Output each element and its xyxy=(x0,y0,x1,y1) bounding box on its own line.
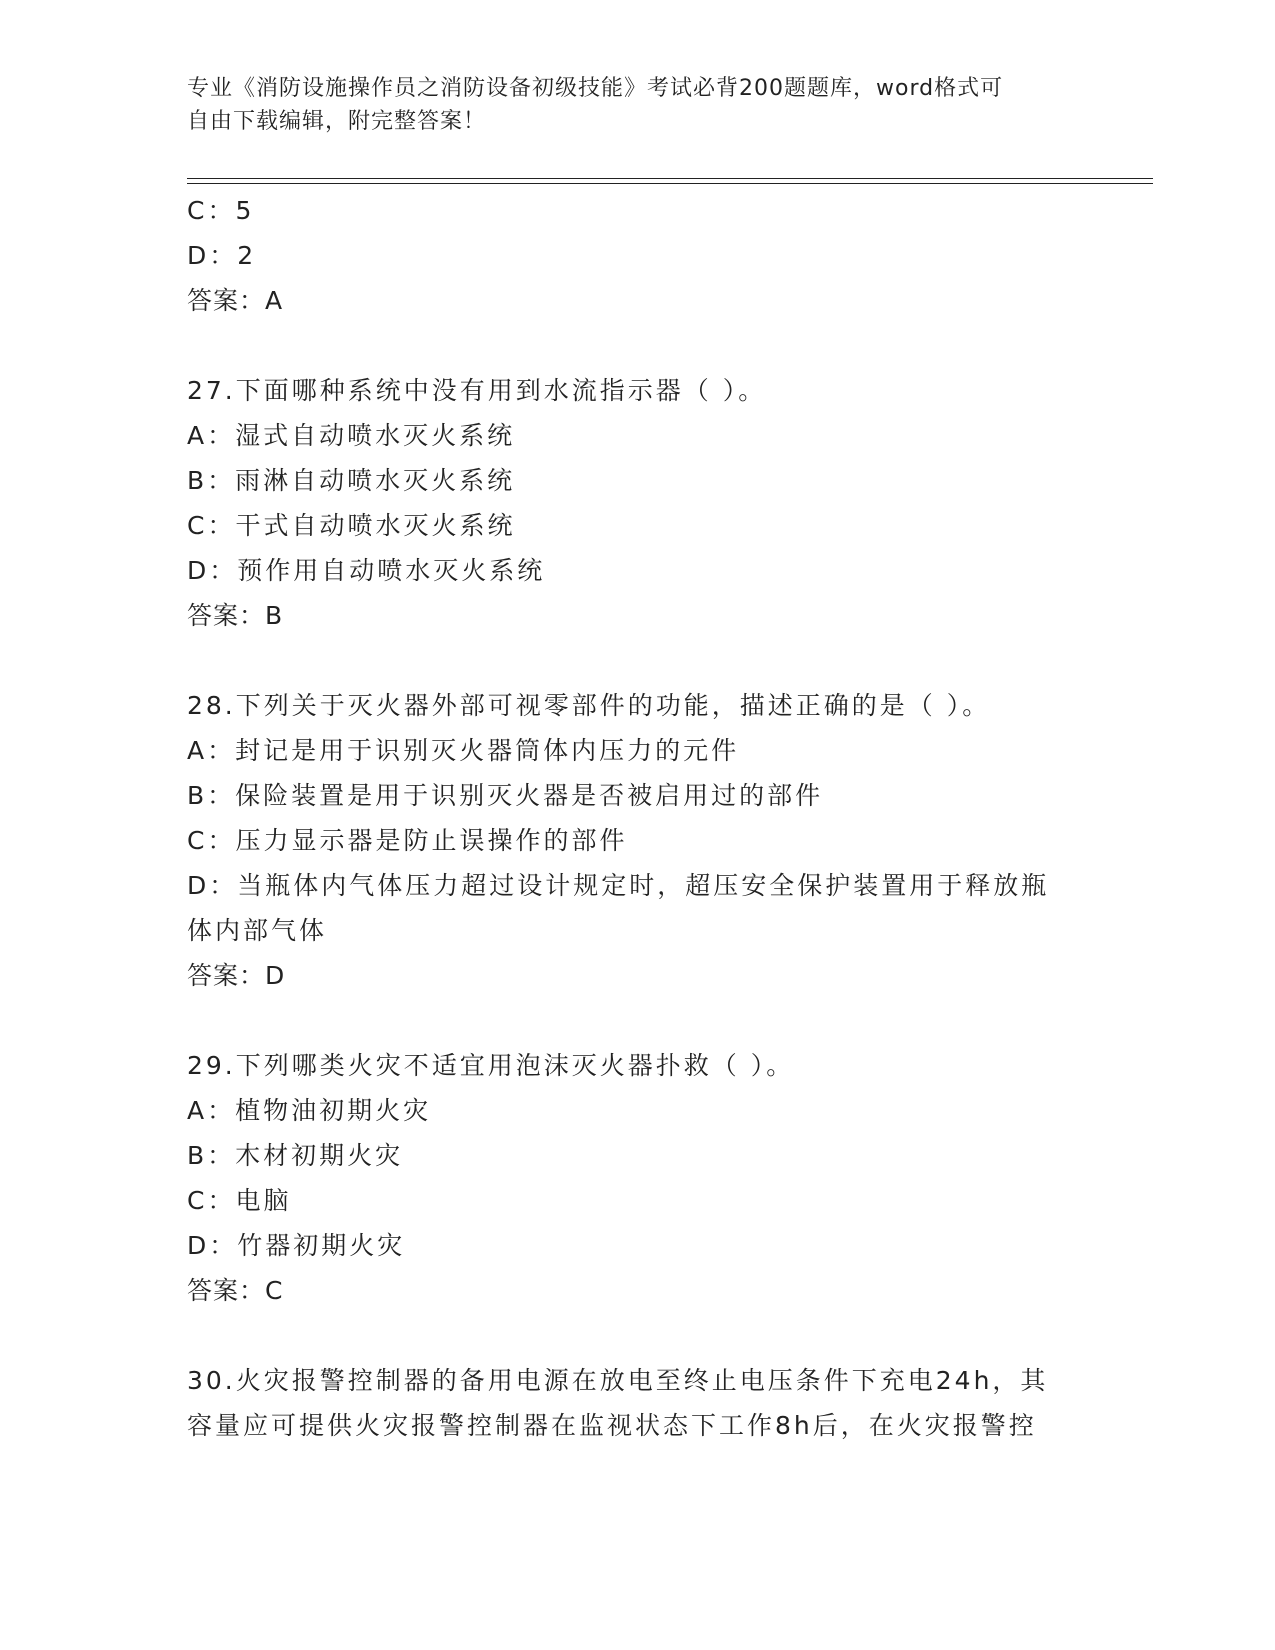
question-title: 27.下面哪种系统中没有用到水流指示器（ ）。 xyxy=(187,376,767,405)
question-26-continued xyxy=(187,188,1087,323)
answer: 答案：D xyxy=(187,961,286,990)
option-d: D：竹器初期火灾 xyxy=(187,1231,406,1260)
question-title: 28.下列关于灭火器外部可视零部件的功能，描述正确的是（ ）。 xyxy=(187,691,991,720)
option-b: B：木材初期火灾 xyxy=(187,1141,404,1170)
option-c: C：5 xyxy=(187,196,255,225)
answer: 答案：B xyxy=(187,601,284,630)
header-line-1: 专业《消防设施操作员之消防设备初级技能》考试必背200题题库，word格式可 xyxy=(187,76,1004,101)
option-b: B：保险装置是用于识别灭火器是否被启用过的部件 xyxy=(187,781,824,810)
answer: 答案：A xyxy=(187,286,284,315)
header-rule-top xyxy=(187,178,1153,179)
question-29 xyxy=(187,1043,1087,1313)
option-d-continued: 体内部气体 xyxy=(187,916,328,945)
answer: 答案：C xyxy=(187,1276,284,1305)
option-d: D：预作用自动喷水灭火系统 xyxy=(187,556,546,585)
option-c: C：压力显示器是防止误操作的部件 xyxy=(187,826,628,855)
document-header xyxy=(187,72,1087,138)
option-a: A：封记是用于识别灭火器筒体内压力的元件 xyxy=(187,736,740,765)
question-27 xyxy=(187,368,1087,638)
option-a: A：植物油初期火灾 xyxy=(187,1096,432,1125)
question-title-line-1: 30.火灾报警控制器的备用电源在放电至终止电压条件下充电24h，其 xyxy=(187,1366,1049,1395)
question-title-line-2: 容量应可提供火灾报警控制器在监视状态下工作8h后，在火灾报警控 xyxy=(187,1411,1037,1440)
question-28 xyxy=(187,683,1087,998)
option-c: C：电脑 xyxy=(187,1186,292,1215)
option-b: B：雨淋自动喷水灭火系统 xyxy=(187,466,516,495)
question-30 xyxy=(187,1358,1087,1448)
header-line-2: 自由下载编辑，附完整答案！ xyxy=(187,109,487,134)
option-a: A：湿式自动喷水灭火系统 xyxy=(187,421,516,450)
option-d: D：2 xyxy=(187,241,257,270)
header-rule-bottom xyxy=(187,183,1153,184)
question-title: 29.下列哪类火灾不适宜用泡沫灭火器扑救（ ）。 xyxy=(187,1051,795,1080)
question-list xyxy=(187,188,1087,1448)
option-c: C：干式自动喷水灭火系统 xyxy=(187,511,516,540)
option-d: D：当瓶体内气体压力超过设计规定时，超压安全保护装置用于释放瓶 xyxy=(187,871,1050,900)
